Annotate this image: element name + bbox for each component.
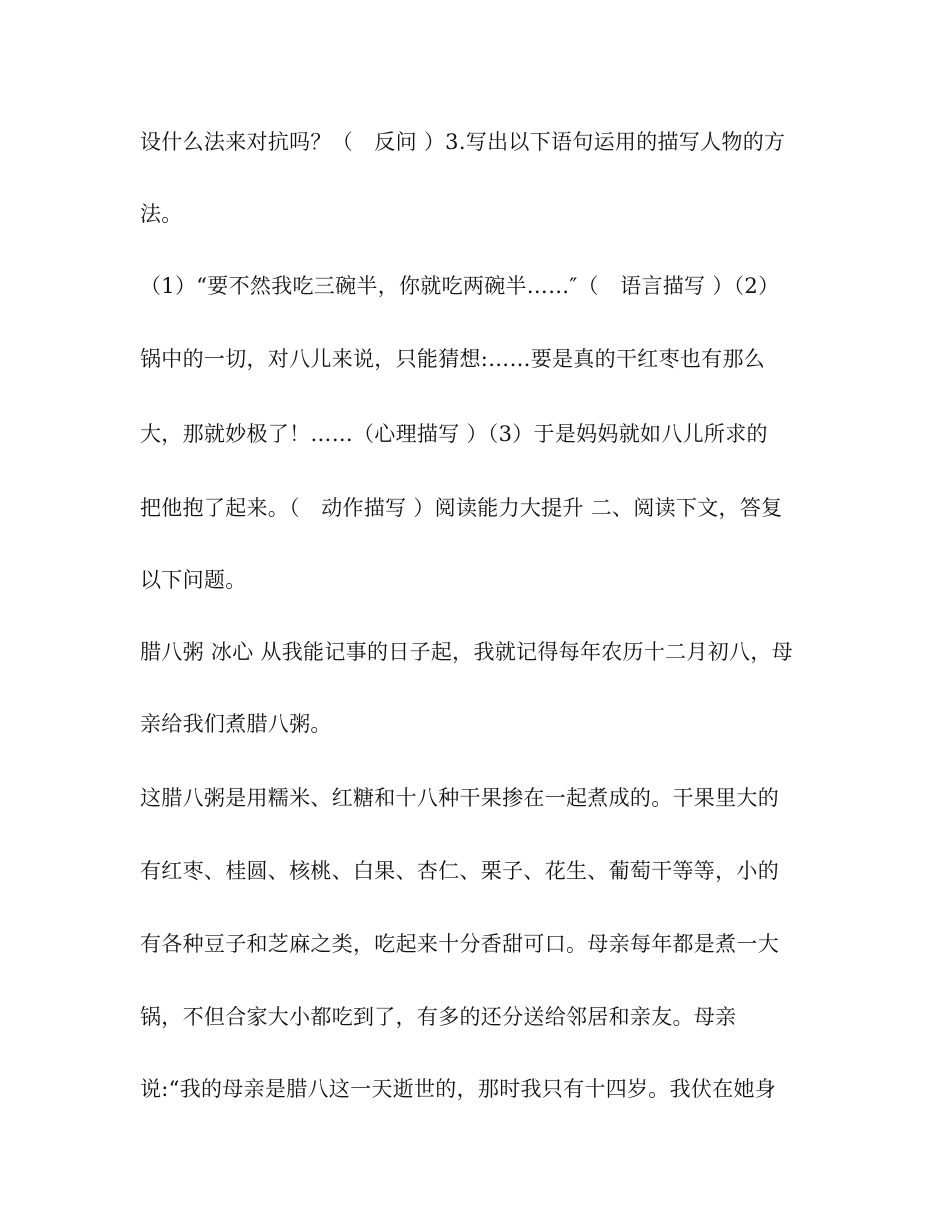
text-line: 说:“我的母亲是腊八这一天逝世的，那时我只有十四岁。我伏在她身 (140, 1077, 777, 1101)
text-line: 把他抱了起来。（ 动作描写 ）阅读能力大提升 二、阅读下文，答复 (140, 496, 783, 520)
text-line: 腊八粥 冰心 从我能记事的日子起，我就记得每年农历十二月初八，母 (140, 640, 793, 664)
text-line: 亲给我们煮腊八粥。 (140, 712, 332, 736)
text-line: 法。 (140, 202, 183, 226)
text-line: 大，那就妙极了！……（心理描写 ）（3）于是妈妈就如八儿所求的 (140, 422, 768, 446)
text-line: 有各种豆子和芝麻之类，吃起来十分香甜可口。母亲每年都是煮一大 (140, 932, 779, 956)
text-line: 锅中的一切，对八儿来说，只能猜想:……要是真的干红枣也有那么 (140, 347, 766, 371)
text-line: 有红枣、桂圆、核桃、白果、杏仁、栗子、花生、葡萄干等等，小的 (140, 859, 779, 883)
text-line: 设什么法来对抗吗？（ 反问 ）3.写出以下语句运用的描写人物的方 (140, 130, 786, 154)
text-line: 以下问题。 (140, 568, 247, 592)
text-line: （1）“要不然我吃三碗半，你就吃两碗半……″（ 语言描写 ）（2） (140, 274, 780, 298)
text-line: 锅，不但合家大小都吃到了，有多的还分送给邻居和亲友。母亲 (140, 1005, 737, 1029)
text-line: 这腊八粥是用糯米、红糖和十八种干果掺在一起煮成的。干果里大的 (140, 786, 779, 810)
